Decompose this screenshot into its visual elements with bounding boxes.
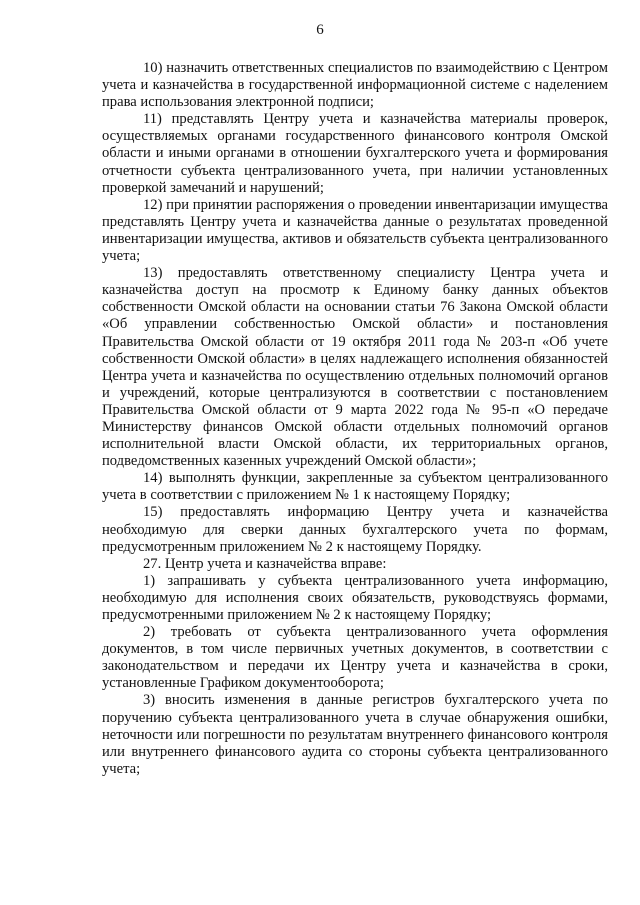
paragraph-item-12: 12) при принятии распоряжения о проведении инвентаризации имущества представлять Центру учета и казначейства данные о результатах проведенной инвентаризации имущества, активов и обязательств субъекта централизованного учета; [102,196,608,265]
paragraph-item-13: 13) предоставлять ответственному специалисту Центра учета и казначейства доступ на просмотр к Единому банку данных объектов собственности Омской области на основании статьи 76 Закона Омской области «Об управлении собственностью Омской области» и постановления Правительства Омской области от 19 октября 2011 года № 203-п «Об учете собственности Омской области» в целях надлежащего исполнения обязанностей Центра учета и казначейства по осуществлению отдельных полномочий органов и учреждений, которые централизуются в соответствии с постановлением Правительства Омской области от 9 марта 2022 года № 95-п «О передаче Министерству финансов Омской области отдельных полномочий органов исполнительной власти Омской области, их территориальных органов, подведомственных казенных учреждений Омской области»; [102,265,608,470]
page-bottom-margin [0,880,640,881]
paragraph-right-1: 1) запрашивать у субъекта централизованного учета информацию, необходимую для исполнения своих обязательств, руководствуясь формами, предусмотренными приложением № 2 к настоящему Порядку; [102,572,608,623]
paragraph-right-3: 3) вносить изменения в данные регистров бухгалтерского учета по поручению субъекта централизованного учета в случае обнаружения ошибки, неточности или погрешности по результатам внутреннего финансового контроля или внутреннего финансового аудита со стороны субъекта централизованного учета; [102,692,608,777]
paragraph-item-14: 14) выполнять функции, закрепленные за субъектом централизованного учета в соответствии с приложением № 1 к настоящему Порядку; [102,470,608,504]
paragraph-item-15: 15) предоставлять информацию Центру учета и казначейства необходимую для сверки данных бухгалтерского учета по формам, предусмотренным приложением № 2 к настоящему Порядку. [102,504,608,555]
section-27-heading: 27. Центр учета и казначейства вправе: [143,555,387,572]
paragraph-item-10: 10) назначить ответственных специалистов по взаимодействию с Центром учета и казначейства в государственной информационной системе с наделением права использования электронной подписи; [102,60,608,111]
document-body [102,60,608,778]
paragraph-item-11: 11) представлять Центру учета и казначейства материалы проверок, осуществляемых органами государственного финансового контроля Омской области и иными органами в отношении бухгалтерского учета и формирования отчетности субъекта централизованного учета, при наличии установленных проверкой замечаний и нарушений; [102,111,608,196]
paragraph-right-2: 2) требовать от субъекта централизованного учета оформления документов, в том числе первичных учетных документов, в соответствии с законодательством и передачи их Центру учета и казначейства в сроки, установленные Графиком документооборота; [102,624,608,692]
page-number: 6 [316,22,324,38]
